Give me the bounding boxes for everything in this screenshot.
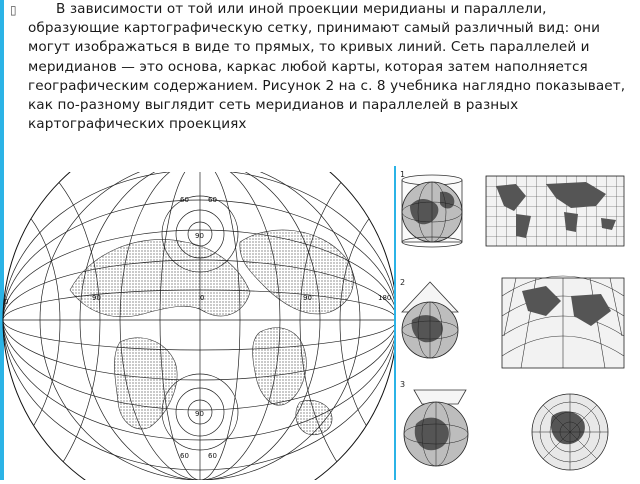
projections-illustration	[396, 166, 632, 480]
azimuthal-globe-icon	[404, 390, 468, 466]
cylindrical-globe-icon	[402, 175, 462, 247]
paragraph-text: В зависимости от той или иной проекции меридианы и параллели, образующие картографическую сетку, принимают самый различный вид: они могут изображаться в виде то прямых, то кривых линий. Сеть параллелей и меридианов — это основа, каркас любой карты, которая затем наполняется географическим содержанием. Рисунок 2 на с. 8 учебника наглядно показывает, как по-разному выглядит сеть меридианов и параллелей в разных картографических проекциях	[28, 1, 626, 133]
map-label-bottom-left-60: 60	[180, 452, 189, 460]
map-label-south-pole: 90	[195, 410, 204, 418]
map-label-top-right-60: 60	[208, 196, 217, 204]
conic-globe-icon	[402, 282, 458, 358]
azimuthal-map-icon	[532, 394, 608, 470]
conic-map-icon	[502, 276, 624, 368]
projection-label-2: 2	[400, 278, 406, 287]
map-label-right-180: 180	[378, 294, 392, 302]
projection-label-1: 1	[400, 170, 406, 179]
bullet-icon: ▯	[10, 3, 17, 17]
map-label-right-90: 90	[303, 294, 312, 302]
projection-label-3: 3	[400, 380, 406, 389]
map-label-left-90: 90	[92, 294, 101, 302]
globe-projection-map-icon	[0, 172, 400, 480]
projections-panel	[394, 166, 632, 480]
map-label-top-left-60: 60	[180, 196, 189, 204]
map-label-north-pole: 90	[195, 232, 204, 240]
map-label-left-zero: 0	[4, 298, 9, 306]
map-label-bottom-right-60: 60	[208, 452, 217, 460]
cylindrical-map-icon	[486, 176, 624, 246]
map-label-center-zero: 0	[200, 294, 205, 302]
hemisphere-map	[0, 172, 400, 480]
